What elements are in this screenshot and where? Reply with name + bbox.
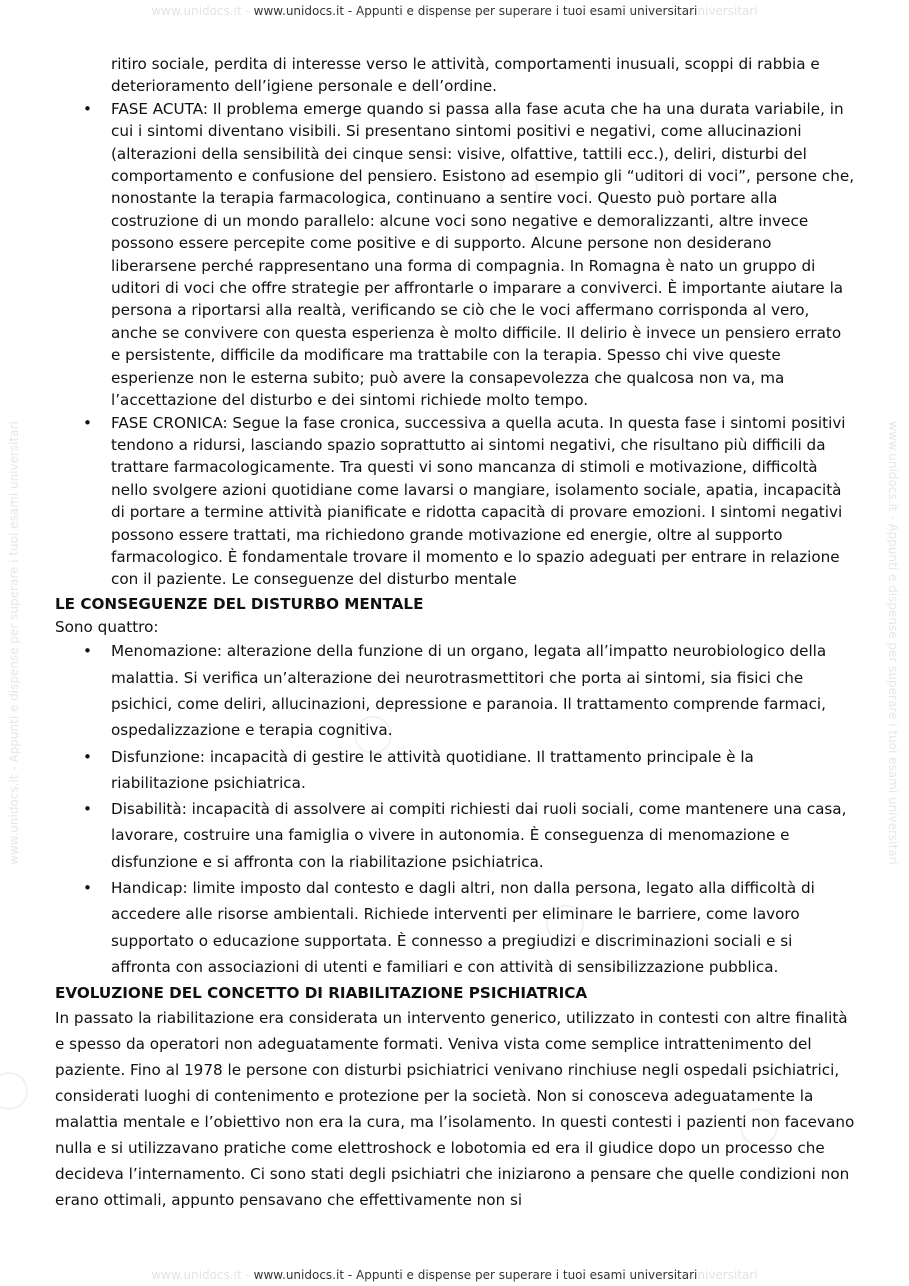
bullet-continuation: ritiro sociale, perdita di interesse verso le attività, comportamenti inusuali, scoppi di rabbia e deterioramento dell’igiene personale e dell’ordine. xyxy=(111,55,820,96)
list-item: • Disabilità: incapacità di assolvere ai compiti richiesti dai ruoli sociali, come mantenere una casa, lavorare, costruire una famiglia o vivere in autonomia. È conseguenza di menomazione e disfunzione e si affronta con la riabilitazione psichiatrica. xyxy=(55,796,855,875)
section-paragraph: In passato la riabilitazione era considerata un intervento generico, utilizzato in contesti con altre finalità e spesso da operatori non adeguatamente formati. Veniva vista come semplice intrattenimento del paziente. Fino al 1978 le persone con disturbi psichiatrici venivano rinchiuse negli ospedali psichiatrici, considerati luoghi di contenimento e protezione per la società. Non si conosceva adeguatamente la malattia mentale e l’obiettivo non era la cura, ma l’isolamento. In questi contesti i pazienti non facevano nulla e si utilizzavano pratiche come elettroshock e lobotomia ed era il giudice dopo un processo che decideva l’internamento. Ci sono stati degli psichiatri che iniziarono a pensare che quelle condizioni non erano ottimali, appunto pensavano che effettivamente non si xyxy=(55,1009,855,1210)
section-heading: LE CONSEGUENZE DEL DISTURBO MENTALE xyxy=(55,594,424,613)
phase-list xyxy=(55,98,855,591)
watermark-ghost-right: niversitari xyxy=(697,4,758,18)
watermark-side-left: www.unidocs.it - Appunti e dispense per superare i tuoi esami universitari xyxy=(7,421,21,865)
list-item: • FASE ACUTA: Il problema emerge quando si passa alla fase acuta che ha una durata variabile, in cui i sintomi diventano visibili. Si presentano sintomi positivi e negativi, come allucinazioni (alterazioni della sensibilità dei cinque sensi: visive, olfattive, tattili ecc.), deliri, disturbi del comportamento e confusione del pensiero. Esistono ad esempio gli “uditori di voci”, persone che, nonostante la terapia farmacologica, continuano a sentire voci. Questo può portare alla costruzione di un mondo parallelo: alcune voci sono negative e demoralizzanti, altre invece possono essere percepite come positive e di supporto. Alcune persone non desiderano liberarsene perché rappresentano una forma di compagnia. In Romagna è nato un gruppo di uditori di voci che offre strategie per affrontarle o imparare a conviverci. È importante aiutare la persona a riportarsi alla realtà, verificando se ciò che le voci affermano corrisponda al vero, anche se convivere con questa esperienza è molto difficile. Il delirio è invece un pensiero errato e persistente, difficile da modificare ma trattabile con la terapia. Spesso chi vive queste esperienze non le esterna subito; può avere la consapevolezza che qualcosa non va, ma l’accettazione del disturbo e dei sintomi richiede molto tempo. xyxy=(55,98,855,412)
list-item: • FASE CRONICA: Segue la fase cronica, successiva a quella acuta. In questa fase i sintomi positivi tendono a ridursi, lasciando spazio soprattutto ai sintomi negativi, che risultano più difficili da trattare farmacologicamente. Tra questi vi sono mancanza di stimoli e motivazione, difficoltà nello svolgere azioni quotidiane come lavarsi o mangiare, isolamento sociale, apatia, incapacità di portare a termine attività pianificate e ridotta capacità di provare emozioni. I sintomi negativi possono essere trattati, ma richiedono grande motivazione ed energie, oltre al supporto farmacologico. È fondamentale trovare il momento e lo spazio adeguati per entrare in relazione con il paziente. Le conseguenze del disturbo mentale xyxy=(55,412,855,591)
document-body xyxy=(55,53,855,1213)
watermark-ghost-left: www.unidocs.it - xyxy=(151,4,254,18)
watermark-side-right: www.unidocs.it - Appunti e dispense per superare i tuoi esami universitari xyxy=(886,421,900,865)
watermark-logo-icon xyxy=(0,1072,28,1110)
consequences-list xyxy=(55,638,855,980)
watermark-footer xyxy=(0,1268,909,1282)
watermark-footer-text: www.unidocs.it - Appunti e dispense per superare i tuoi esami universitari xyxy=(253,1268,698,1282)
section-intro: Sono quattro: xyxy=(55,617,159,636)
list-item: • Handicap: limite imposto dal contesto e dagli altri, non dalla persona, legato alla difficoltà di accedere alle risorse ambientali. Richiede interventi per eliminare le barriere, come lavoro supportato o educazione supportata. È connesso a pregiudizi e discriminazioni sociali e si affronta con associazioni di utenti e familiari e con attività di sensibilizzazione pubblica. xyxy=(55,875,855,980)
watermark-header xyxy=(0,4,909,18)
watermark-ghost-left: www.unidocs.it - xyxy=(151,1268,254,1282)
watermark-header-text: www.unidocs.it - Appunti e dispense per superare i tuoi esami universitari xyxy=(253,4,698,18)
list-item: • Menomazione: alterazione della funzione di un organo, legata all’impatto neurobiologico della malattia. Si verifica un’alterazione dei neurotrasmettitori che porta ai sintomi, sia fisici che psichici, come deliri, allucinazioni, depressione e paranoia. Il trattamento comprende farmaci, ospedalizzazione e terapia cognitiva. xyxy=(55,638,855,743)
list-item: • Disfunzione: incapacità di gestire le attività quotidiane. Il trattamento principale è la riabilitazione psichiatrica. xyxy=(55,744,855,797)
watermark-ghost-right: niversitari xyxy=(697,1268,758,1282)
section-heading: EVOLUZIONE DEL CONCETTO DI RIABILITAZIONE PSICHIATRICA xyxy=(55,984,588,1003)
